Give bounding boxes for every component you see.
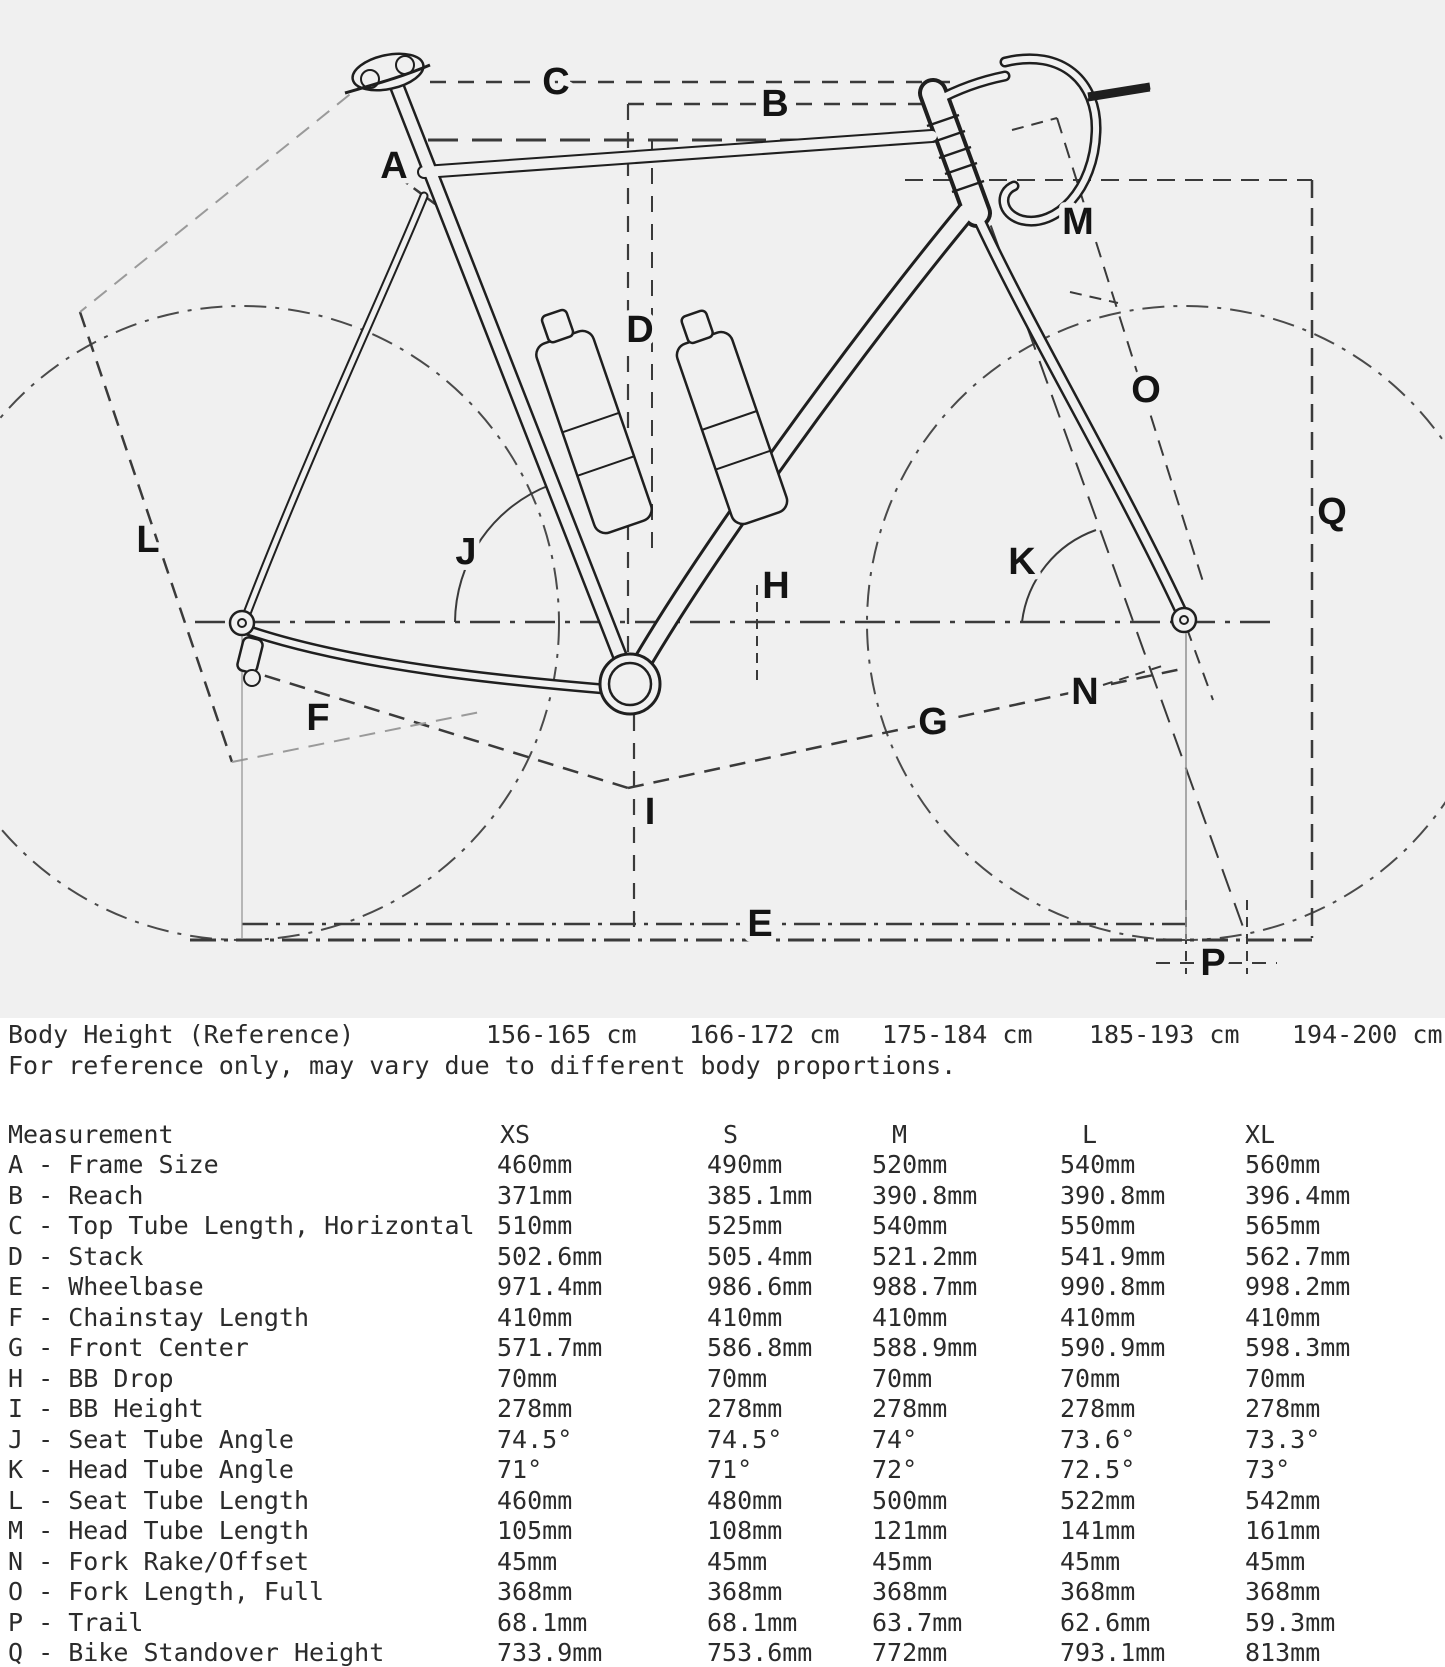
diagram-label-A: A (380, 145, 408, 187)
table-row-N-cell-2: 45mm (707, 1546, 768, 1576)
diagram-label-P: P (1200, 942, 1226, 984)
table-row-J-cell-0: J - Seat Tube Angle (8, 1424, 294, 1454)
diagram-label-J: J (455, 531, 477, 573)
table-row-F (0, 1303, 1445, 1331)
table-row-C (0, 1211, 1445, 1239)
table-row-Q-cell-1: 733.9mm (497, 1638, 603, 1667)
diagram-label-H: H (762, 565, 790, 607)
table-row-Q-cell-2: 753.6mm (707, 1638, 813, 1667)
table-row-O-cell-1: 368mm (497, 1577, 573, 1606)
table-row-L-cell-3: 500mm (872, 1485, 948, 1515)
table-row-G-cell-2: 586.8mm (707, 1333, 813, 1362)
column-header-S: S (723, 1120, 739, 1149)
diagram-label-F: F (306, 697, 330, 739)
table-row-E-cell-4: 990.8mm (1060, 1272, 1166, 1301)
table-row-D-cell-0: D - Stack (8, 1241, 144, 1271)
table-row-G-cell-1: 571.7mm (497, 1333, 603, 1362)
table-row-M-cell-2: 108mm (707, 1516, 783, 1545)
table-row-K-cell-4: 72.5° (1060, 1455, 1136, 1484)
table-row-L-cell-2: 480mm (707, 1485, 783, 1515)
table-row-B-cell-3: 390.8mm (872, 1180, 978, 1210)
rear-axle (238, 619, 246, 627)
table-row-E-cell-5: 998.2mm (1245, 1272, 1351, 1301)
table-row-N-cell-0: N - Fork Rake/Offset (8, 1546, 310, 1576)
table-row-B-cell-5: 396.4mm (1245, 1180, 1351, 1210)
derailleur-pulley (244, 670, 260, 686)
table-row-M (0, 1516, 1445, 1544)
table-row-O-cell-0: O - Fork Length, Full (8, 1577, 325, 1606)
column-header-XL: XL (1245, 1120, 1276, 1149)
table-row-K-cell-1: 71° (497, 1455, 543, 1484)
table-row-Q-cell-3: 772mm (872, 1638, 948, 1667)
table-row-B-cell-4: 390.8mm (1060, 1180, 1166, 1210)
table-row-F-cell-1: 410mm (497, 1302, 573, 1332)
table-row-D-cell-3: 521.2mm (872, 1241, 978, 1271)
body-height-range-l: 185-193 cm (1089, 1020, 1240, 1049)
diagram-label-D: D (626, 309, 654, 351)
rear-derailleur (236, 636, 264, 674)
table-row-P (0, 1608, 1445, 1636)
geometry-size-table (0, 1112, 1445, 1667)
table-row-F-cell-2: 410mm (707, 1302, 783, 1332)
table-row-E-cell-1: 971.4mm (497, 1272, 603, 1301)
table-row-P-cell-1: 68.1mm (497, 1607, 588, 1637)
table-row-K-cell-3: 72° (872, 1455, 918, 1484)
table-row-G-cell-0: G - Front Center (8, 1333, 249, 1362)
table-row-N-cell-1: 45mm (497, 1546, 558, 1576)
table-row-D-cell-1: 502.6mm (497, 1241, 603, 1271)
table-row-E-cell-3: 988.7mm (872, 1272, 978, 1301)
table-row-O-cell-4: 368mm (1060, 1577, 1136, 1606)
table-row-K (0, 1455, 1445, 1483)
body-height-label: Body Height (Reference) (8, 1020, 355, 1049)
seat-tube-tick-bottom (232, 712, 480, 762)
table-row-G (0, 1333, 1445, 1361)
table-row-G-cell-5: 598.3mm (1245, 1333, 1351, 1362)
table-row-B (0, 1181, 1445, 1209)
table-row-K-cell-2: 71° (707, 1455, 753, 1484)
table-row-P-cell-5: 59.3mm (1245, 1607, 1336, 1637)
diagram-label-G: G (918, 701, 948, 743)
table-row-J-cell-4: 73.6° (1060, 1424, 1136, 1454)
body-height-note-row (0, 1051, 1445, 1081)
table-row-N-cell-3: 45mm (872, 1546, 933, 1576)
table-row-C-cell-4: 550mm (1060, 1211, 1136, 1240)
column-header-XS: XS (500, 1120, 531, 1149)
table-row-I-cell-0: I - BB Height (8, 1394, 204, 1423)
table-row-Q (0, 1638, 1445, 1666)
table-row-L-cell-0: L - Seat Tube Length (8, 1485, 310, 1515)
table-row-A-cell-5: 560mm (1245, 1150, 1321, 1179)
table-row-H-cell-4: 70mm (1060, 1363, 1121, 1393)
table-row-C-cell-5: 565mm (1245, 1211, 1321, 1240)
table-row-P-cell-2: 68.1mm (707, 1607, 798, 1637)
table-row-I-cell-4: 278mm (1060, 1394, 1136, 1423)
table-row-B-cell-0: B - Reach (8, 1180, 144, 1210)
table-row-A (0, 1150, 1445, 1178)
table-row-D-cell-2: 505.4mm (707, 1241, 813, 1271)
diagram-label-Q: Q (1317, 491, 1347, 533)
table-row-A-cell-0: A - Frame Size (8, 1150, 219, 1179)
table-row-I-cell-5: 278mm (1245, 1394, 1321, 1423)
table-row-O (0, 1577, 1445, 1605)
head-top-tick (1012, 118, 1057, 130)
table-row-H-cell-3: 70mm (872, 1363, 933, 1393)
table-row-N-cell-5: 45mm (1245, 1546, 1306, 1576)
front-axle (1180, 616, 1188, 624)
table-row-G-cell-3: 588.9mm (872, 1333, 978, 1362)
table-row-L-cell-1: 460mm (497, 1485, 573, 1515)
head-bottom-tick (1070, 292, 1118, 303)
down-tube-bottle (665, 304, 790, 527)
table-row-J-cell-1: 74.5° (497, 1424, 573, 1454)
table-row-I-cell-2: 278mm (707, 1394, 783, 1423)
table-row-B-cell-1: 371mm (497, 1180, 573, 1210)
column-header-L: L (1082, 1120, 1098, 1149)
table-row-K-cell-0: K - Head Tube Angle (8, 1455, 294, 1484)
table-row-A-cell-4: 540mm (1060, 1150, 1136, 1179)
table-row-M-cell-1: 105mm (497, 1516, 573, 1545)
table-row-I (0, 1394, 1445, 1422)
seat-tube-tick-top (80, 62, 390, 312)
table-row-M-cell-0: M - Head Tube Length (8, 1516, 310, 1545)
table-row-O-cell-5: 368mm (1245, 1577, 1321, 1606)
body-height-range-xs: 156-165 cm (486, 1020, 637, 1049)
diagram-label-C: C (542, 61, 570, 103)
table-row-H (0, 1364, 1445, 1392)
table-row-I-cell-1: 278mm (497, 1394, 573, 1423)
table-row-K-cell-5: 73° (1245, 1455, 1291, 1484)
body-height-range-s: 166-172 cm (689, 1020, 840, 1049)
table-row-B-cell-2: 385.1mm (707, 1180, 813, 1210)
table-row-P-cell-3: 63.7mm (872, 1607, 963, 1637)
table-row-C-cell-0: C - Top Tube Length, Horizontal (8, 1211, 475, 1240)
table-row-D (0, 1242, 1445, 1270)
table-row-E (0, 1272, 1445, 1300)
diagram-label-O: O (1131, 369, 1161, 411)
table-row-J-cell-3: 74° (872, 1424, 918, 1454)
table-row-F-cell-3: 410mm (872, 1302, 948, 1332)
diagram-label-M: M (1062, 201, 1094, 243)
table-row-M-cell-4: 141mm (1060, 1516, 1136, 1545)
body-height-note: For reference only, may vary due to different body proportions. (8, 1051, 957, 1080)
table-row-A-cell-3: 520mm (872, 1150, 948, 1179)
table-row-O-cell-3: 368mm (872, 1577, 948, 1606)
diagram-label-L: L (136, 519, 160, 561)
diagram-label-E: E (747, 903, 773, 945)
table-row-I-cell-3: 278mm (872, 1394, 948, 1423)
table-row-G-cell-4: 590.9mm (1060, 1333, 1166, 1362)
table-row-J-cell-2: 74.5° (707, 1424, 783, 1454)
table-row-Q-cell-0: Q - Bike Standover Height (8, 1638, 385, 1667)
diagram-label-I: I (644, 791, 656, 833)
bottom-bracket-inner (609, 663, 651, 705)
table-row-L (0, 1486, 1445, 1514)
dim-line-G-front-center (628, 668, 1186, 788)
body-height-range-m: 175-184 cm (882, 1020, 1033, 1049)
table-row-A-cell-2: 490mm (707, 1150, 783, 1179)
column-header-M: M (892, 1120, 908, 1149)
table-row-F-cell-0: F - Chainstay Length (8, 1302, 310, 1332)
table-row-L-cell-5: 542mm (1245, 1485, 1321, 1515)
table-row-L-cell-4: 522mm (1060, 1485, 1136, 1515)
table-row-P-cell-4: 62.6mm (1060, 1607, 1151, 1637)
table-row-F-cell-5: 410mm (1245, 1302, 1321, 1332)
dimension-lines (80, 62, 1312, 974)
table-row-A-cell-1: 460mm (497, 1150, 573, 1179)
table-row-C-cell-3: 540mm (872, 1211, 948, 1240)
table-row-E-cell-0: E - Wheelbase (8, 1272, 204, 1301)
table-row-F-cell-4: 410mm (1060, 1302, 1136, 1332)
table-row-H-cell-1: 70mm (497, 1363, 558, 1393)
table-header-row (0, 1120, 1445, 1148)
table-row-H-cell-5: 70mm (1245, 1363, 1306, 1393)
table-row-D-cell-4: 541.9mm (1060, 1241, 1166, 1271)
table-row-N-cell-4: 45mm (1060, 1546, 1121, 1576)
diagram-label-N: N (1071, 671, 1099, 713)
diagram-label-B: B (761, 83, 789, 125)
table-row-P-cell-0: P - Trail (8, 1607, 144, 1637)
table-row-D-cell-5: 562.7mm (1245, 1241, 1351, 1271)
table-row-O-cell-2: 368mm (707, 1577, 783, 1606)
table-row-M-cell-5: 161mm (1245, 1516, 1321, 1545)
body-height-row (0, 1020, 1445, 1050)
table-row-N (0, 1547, 1445, 1575)
table-row-J (0, 1425, 1445, 1453)
column-header-Measurement: Measurement (8, 1120, 174, 1149)
table-row-E-cell-2: 986.6mm (707, 1272, 813, 1301)
diagram-label-K: K (1008, 541, 1036, 583)
table-row-Q-cell-4: 793.1mm (1060, 1638, 1166, 1667)
table-row-H-cell-0: H - BB Drop (8, 1363, 174, 1393)
saddle-clamp (345, 48, 430, 96)
table-row-H-cell-2: 70mm (707, 1363, 768, 1393)
table-row-C-cell-1: 510mm (497, 1211, 573, 1240)
table-row-M-cell-3: 121mm (872, 1516, 948, 1545)
body-height-range-xl: 194-200 cm (1292, 1020, 1443, 1049)
table-row-J-cell-5: 73.3° (1245, 1424, 1321, 1454)
table-row-C-cell-2: 525mm (707, 1211, 783, 1240)
table-row-Q-cell-5: 813mm (1245, 1638, 1321, 1667)
